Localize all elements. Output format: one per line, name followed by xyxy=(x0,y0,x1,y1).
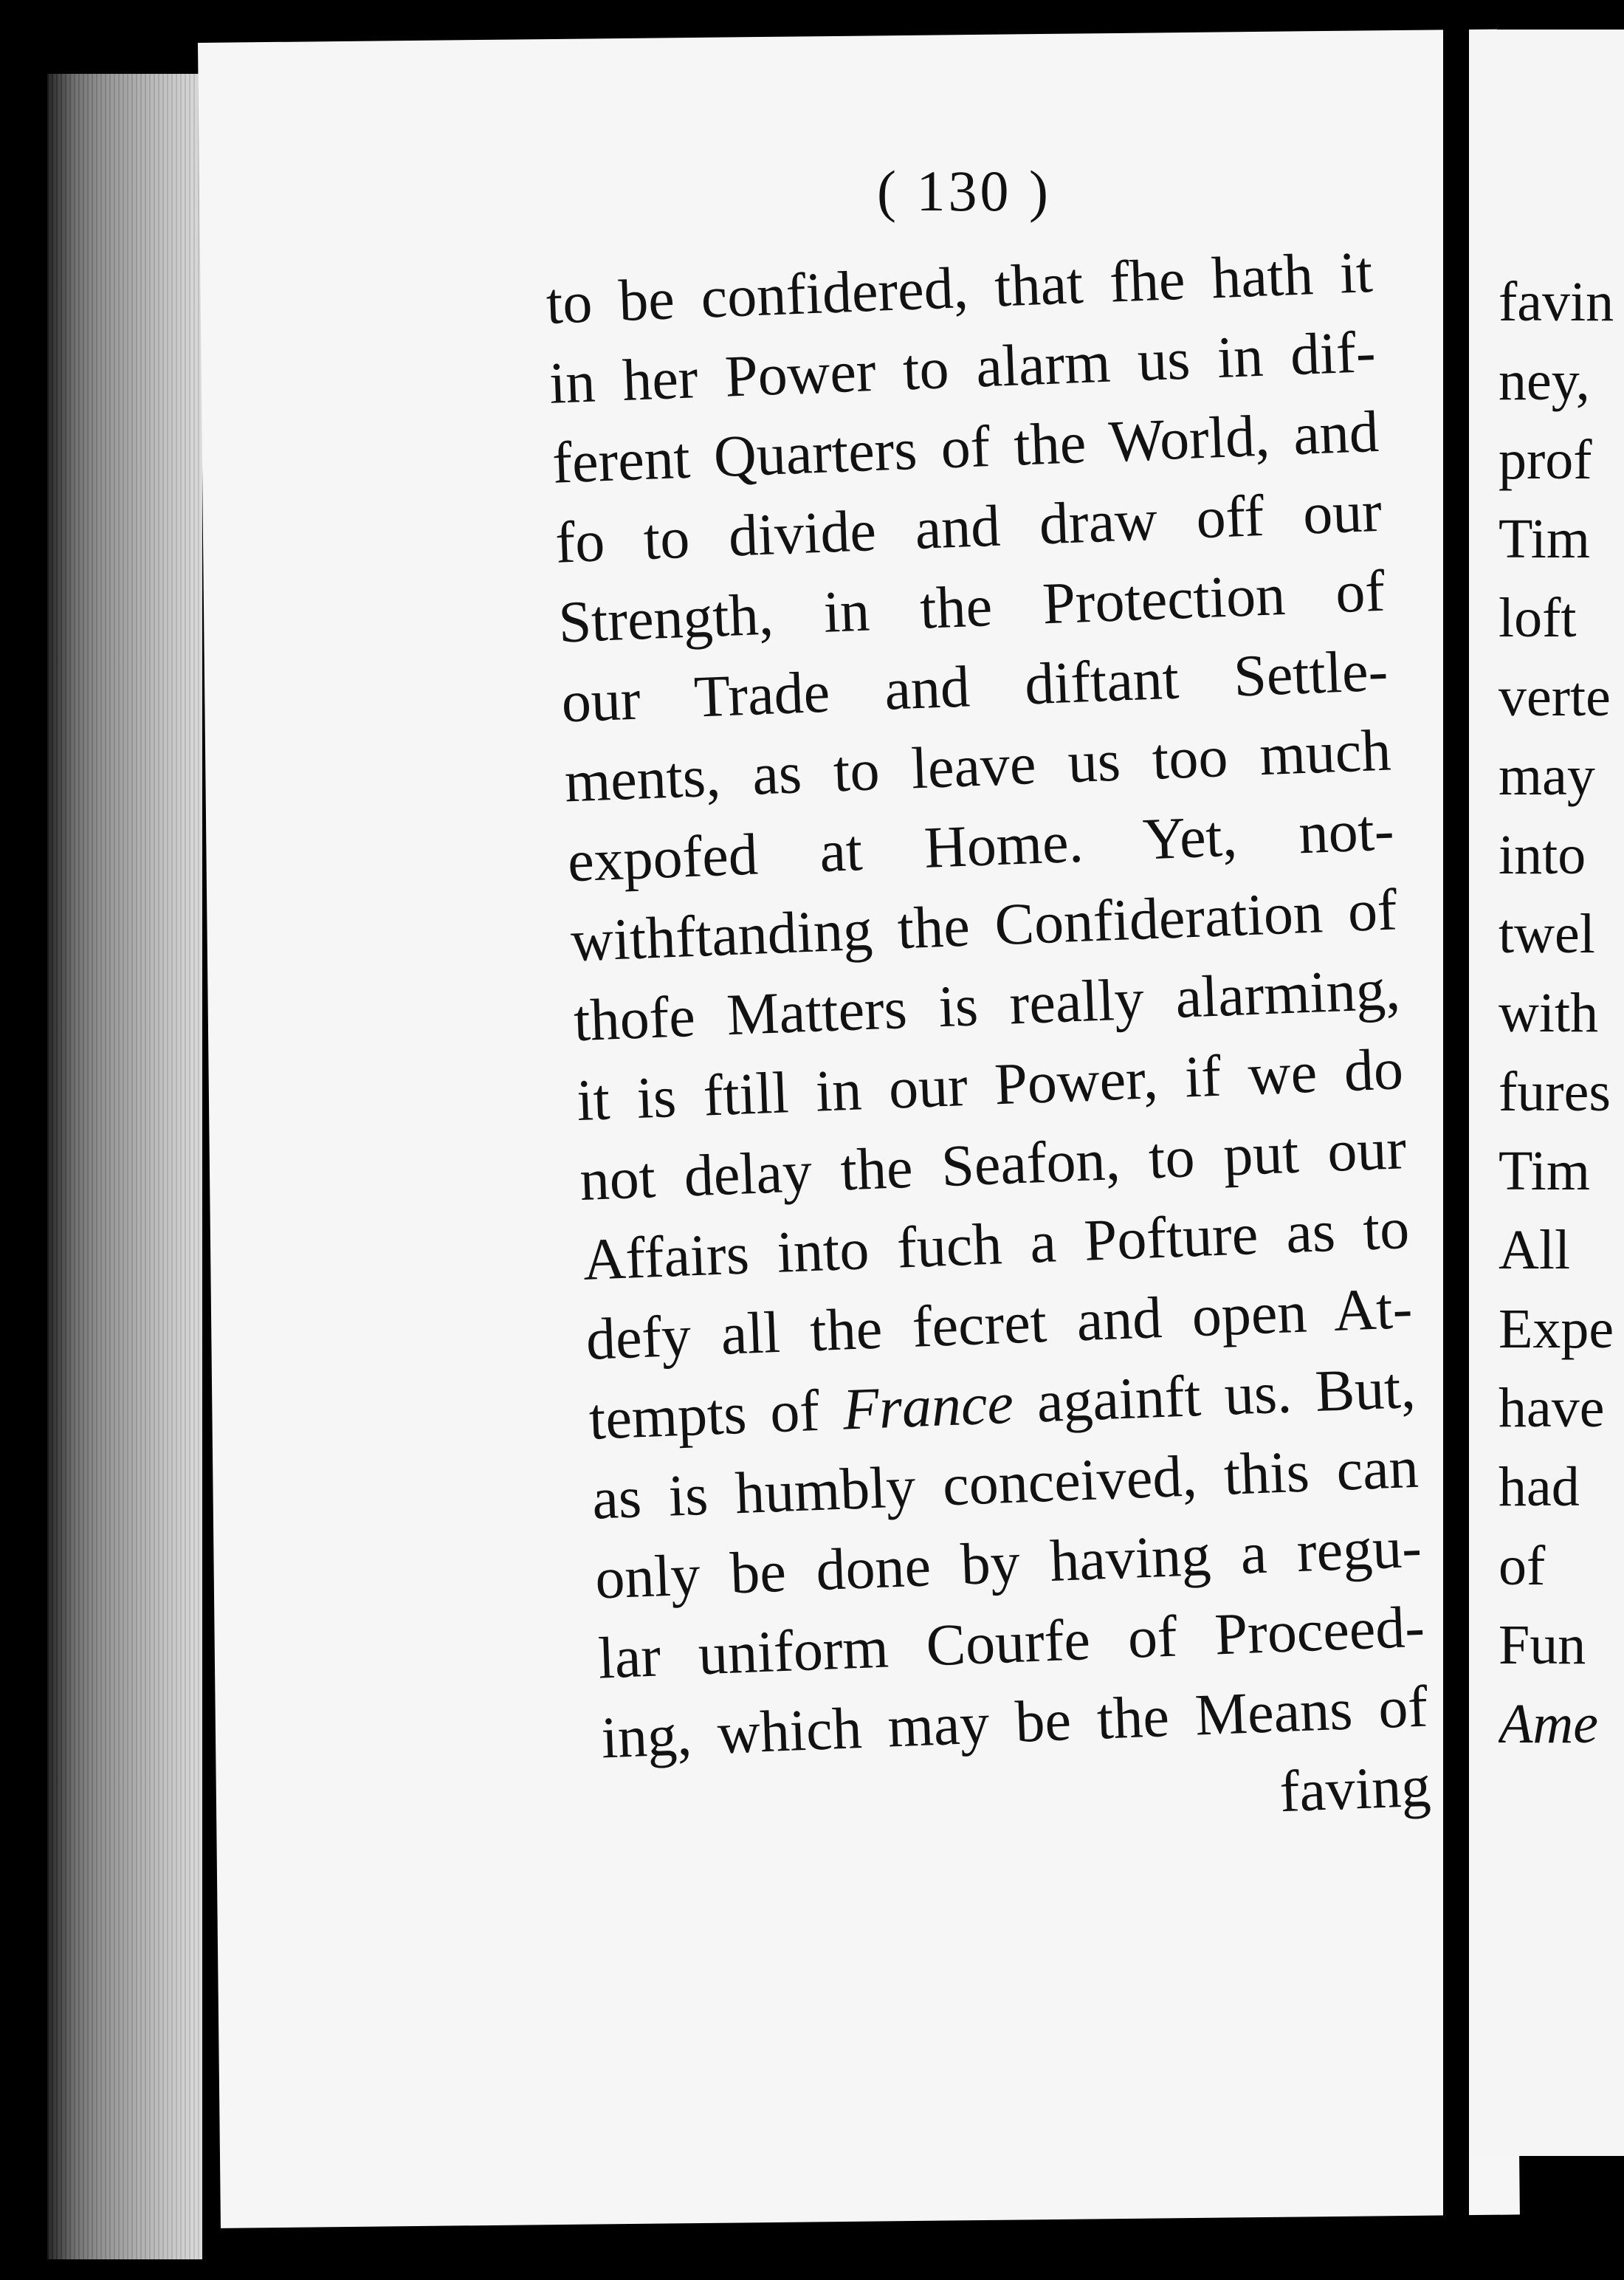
text-line: fo to divide and draw off our xyxy=(554,478,1383,576)
text-line: to be confidered, that fhe hath it xyxy=(545,239,1374,337)
facing-text-line: twel xyxy=(1499,903,1595,965)
text-line: ferent Quarters of the World, and xyxy=(551,399,1380,496)
facing-text-line: into xyxy=(1499,824,1586,886)
facing-text-line: prof xyxy=(1499,429,1592,491)
text-line: Affairs into fuch a Pofture as to xyxy=(582,1196,1411,1293)
facing-text-line: fures xyxy=(1499,1061,1611,1123)
facing-text-line: Fun xyxy=(1499,1614,1586,1676)
facing-text-line: with xyxy=(1499,982,1599,1044)
body-text xyxy=(545,230,1491,1858)
facing-text-line: had xyxy=(1499,1456,1580,1518)
facing-text-line: favin xyxy=(1499,271,1614,333)
facing-text-line: verte xyxy=(1499,666,1611,728)
text-line: in her Power to alarm us in dif- xyxy=(548,319,1377,416)
facing-text-line: Tim xyxy=(1499,1140,1590,1202)
page-edge-leaves xyxy=(47,74,202,2259)
facing-text-line: Expe xyxy=(1499,1298,1614,1360)
text-line: our Trade and diftant Settle- xyxy=(560,638,1389,735)
facing-page-text xyxy=(1499,263,1624,1764)
text-line: thofe Matters is really alarming, xyxy=(572,957,1402,1054)
facing-text-line: Ame xyxy=(1499,1693,1599,1755)
facing-text-line: ney, xyxy=(1499,350,1590,412)
text-line: it is ftill in our Power, if we do xyxy=(575,1037,1405,1134)
text-line: only be done by having a regu- xyxy=(593,1514,1423,1612)
catchword: faving xyxy=(1279,1754,1432,1825)
text-line: as is humbly conceived, this can xyxy=(591,1435,1420,1532)
text-line: ments, as to leave us too much xyxy=(563,718,1392,815)
facing-text-line: of xyxy=(1499,1535,1546,1597)
italic-word: France xyxy=(842,1370,1015,1443)
facing-text-line: All xyxy=(1499,1219,1571,1281)
text-line: defy all the fecret and open At- xyxy=(585,1275,1414,1373)
facing-text-line: have xyxy=(1499,1377,1605,1439)
facing-text-line: loft xyxy=(1499,587,1577,649)
text-line: not delay the Seafon, to put our xyxy=(578,1116,1408,1214)
facing-text-line: Tim xyxy=(1499,508,1590,570)
text-line: ing, which may be the Means of xyxy=(600,1674,1429,1771)
page-number: ( 130 ) xyxy=(877,159,1051,223)
text-segment: againft us. But, xyxy=(1012,1355,1417,1436)
text-line: Strength, in the Protection of xyxy=(557,558,1386,656)
text-line: withftanding the Confideration of xyxy=(569,877,1399,975)
text-line: lar uniform Courfe of Proceed- xyxy=(596,1594,1426,1692)
text-segment: tempts of xyxy=(588,1377,844,1452)
facing-text-line: may xyxy=(1499,745,1595,807)
text-line: expofed at Home. Yet, not- xyxy=(566,797,1395,895)
